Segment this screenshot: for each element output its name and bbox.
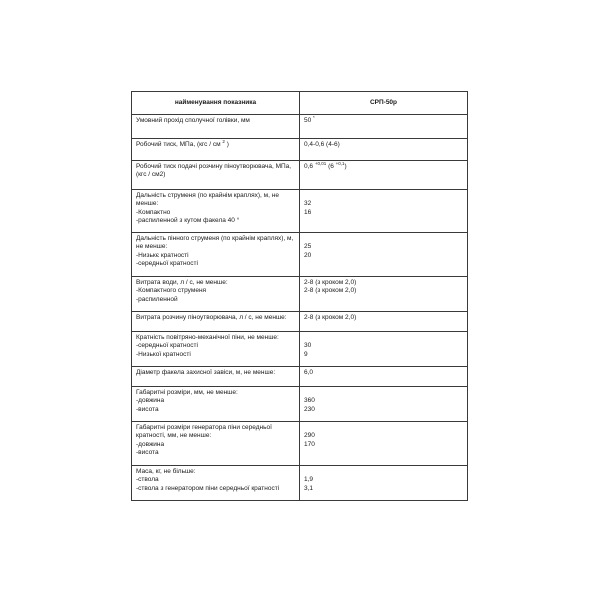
value-text: 2-8 (з кроком 2,0) <box>304 279 357 286</box>
value-cell <box>300 161 468 190</box>
table-row <box>132 190 468 233</box>
value-text: 50 * <box>304 114 315 124</box>
param-subitem: -довжина <box>136 397 165 405</box>
param-cell <box>132 422 300 466</box>
value-text: 170 <box>304 440 315 448</box>
table-row <box>132 161 468 190</box>
header-value: СРП-50р <box>300 92 468 115</box>
param-subitem: -висота <box>136 449 159 457</box>
param-cell <box>132 387 300 422</box>
param-subitem: -середньої кратності <box>136 260 198 268</box>
value-cell <box>300 277 468 312</box>
superscript: 2 <box>222 138 225 144</box>
value-text: 2-8 (з кроком 2,0) <box>304 287 357 295</box>
footnote-mark: * <box>313 114 315 120</box>
param-cell <box>132 115 300 139</box>
param-text: Маса, кг, не більше: <box>136 468 196 475</box>
param-cell <box>132 139 300 161</box>
param-subitem: -середньої кратності <box>136 342 198 350</box>
param-text: Кратність повітряно-механічної піни, не менше: <box>136 334 279 341</box>
value-text: 3,1 <box>304 484 314 492</box>
value-cell <box>300 332 468 367</box>
param-subitem: -распиленной <box>136 295 178 303</box>
param-text: Габаритні розміри, мм, не менше: <box>136 389 238 396</box>
table-row <box>132 139 468 161</box>
value-cell <box>300 312 468 332</box>
param-subitem: -Компактно <box>136 208 171 216</box>
table-row <box>132 312 468 332</box>
param-cell <box>132 332 300 367</box>
param-text: Робочий тиск, МПа, (кгс / см $^2$ ) <box>136 138 229 148</box>
param-subitem: -Компактного струменя <box>136 287 207 295</box>
value-text: 16 <box>304 208 312 216</box>
param-subitem: -ствола з генератором піни середньої кратності <box>136 484 280 492</box>
param-cell <box>132 277 300 312</box>
param-text: Умовний прохід сполучної голівки, мм <box>136 117 250 124</box>
value-text: 0,4-0,6 (4-6) <box>304 141 340 148</box>
value-cell <box>300 466 468 501</box>
param-subitem: -висота <box>136 405 159 413</box>
value-text: 9 <box>304 350 308 358</box>
param-text: Габаритні розміри генератора піни середньої кратності, мм, не менше: <box>136 424 272 440</box>
value-cell: 25 20 <box>300 233 468 277</box>
table-row <box>132 422 468 466</box>
param-cell <box>132 161 300 190</box>
param-cell <box>132 312 300 332</box>
value-text: 20 <box>304 251 312 259</box>
table-row <box>132 387 468 422</box>
param-cell <box>132 190 300 233</box>
value-cell: 32 16 <box>300 190 468 233</box>
value-cell <box>300 367 468 387</box>
param-cell <box>132 466 300 501</box>
value-cell <box>300 422 468 466</box>
param-text: Витрата води, л / с, не менше: <box>136 279 228 286</box>
param-cell <box>132 367 300 387</box>
value-text: 230 <box>304 405 315 413</box>
value-cell <box>300 139 468 161</box>
param-subitem: -ствола <box>136 476 159 484</box>
header-row <box>132 92 468 115</box>
table-row <box>132 115 468 139</box>
value-cell <box>300 387 468 422</box>
param-text: Дальність пінного струменя (по крайнім краплях), м, не менше: <box>136 235 294 251</box>
param-subitem: -Низької кратності <box>136 350 191 358</box>
param-subitem: -распиленной з кутом факела 40 ° <box>136 217 240 225</box>
param-subitem: -Низькє кратності <box>136 251 189 259</box>
value-text: 6,0 <box>304 369 314 376</box>
param-text: Робочий тиск подачі розчину піноутворювача, МПа, (кгс / см2) <box>136 163 292 179</box>
value-text: 1,9 <box>304 476 314 484</box>
param-text: Витрата розчину піноутворювача, л / с, не менше: <box>136 314 287 321</box>
value-text: 30 <box>304 342 312 350</box>
param-text: Діаметр факела захисної завіси, м, не менше: <box>136 369 276 376</box>
value-text: 0,6 $^{+0,01}$ (6 $^{+0,1}$) <box>304 160 347 170</box>
value-text: 2-8 (з кроком 2,0) <box>304 314 357 321</box>
value-text: 360 <box>304 397 315 405</box>
value-text: 290 <box>304 432 315 440</box>
table-row <box>132 367 468 387</box>
table-row <box>132 466 468 501</box>
table-row <box>132 277 468 312</box>
table-row <box>132 332 468 367</box>
param-text: Дальність струменя (по крайнім краплях), м, не менше: <box>136 192 279 208</box>
header-param: найменування показника <box>132 92 300 115</box>
spec-table <box>131 91 468 501</box>
param-cell <box>132 233 300 277</box>
value-cell <box>300 115 468 139</box>
table-row <box>132 233 468 277</box>
param-subitem: -довжина <box>136 440 165 448</box>
